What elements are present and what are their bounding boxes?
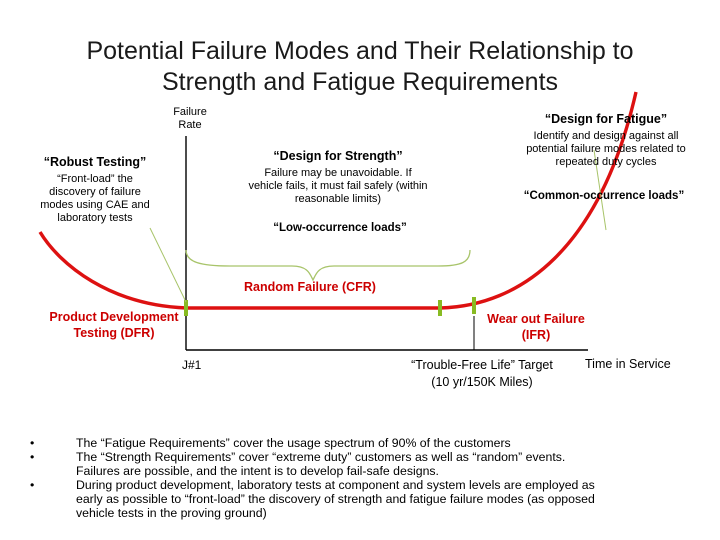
trouble-free-life-label <box>382 357 582 391</box>
bullet-2-line-1: The “Strength Requirements” cover “extreme duty” customers as well as “random” events. <box>76 450 566 464</box>
robust-testing-desc-line: discovery of failure <box>49 186 141 198</box>
product-development-line-2: Testing (DFR) <box>73 326 155 340</box>
design-for-fatigue-box <box>508 112 704 169</box>
robust-testing-heading: “Robust Testing” <box>43 155 147 169</box>
product-development-label <box>34 309 194 341</box>
title-line-2: Strength and Fatigue Requirements <box>161 68 559 96</box>
low-occurrence-loads-label: “Low-occurrence loads” <box>273 222 407 234</box>
fatigue-desc-line: potential failure modes related to <box>526 143 686 155</box>
robust-testing-box <box>22 155 168 225</box>
strength-desc-line: vehicle fails, it must fail safely (within <box>248 180 428 192</box>
bullet-3-line-2: early as possible to “front-load” the discovery of strength and fatigue failure modes (as opposed <box>76 492 595 506</box>
common-occurrence-loads-label: “Common-occurrence loads” <box>523 190 685 202</box>
robust-testing-desc-line: laboratory tests <box>57 212 133 224</box>
y-axis-label-line-1: Failure <box>173 106 207 118</box>
design-for-fatigue-description <box>508 130 704 169</box>
robust-testing-callout-line <box>150 228 186 302</box>
y-axis-label-line-2: Rate <box>178 119 202 131</box>
design-for-strength-heading: “Design for Strength” <box>273 149 403 163</box>
random-failure-bracket <box>186 250 470 280</box>
fatigue-desc-line: Identify and design against all <box>533 130 679 142</box>
bullet-item <box>28 436 698 450</box>
bullet-item <box>28 450 698 478</box>
design-for-strength-box <box>232 149 444 206</box>
trouble-free-line-2: (10 yr/150K Miles) <box>431 375 533 389</box>
fatigue-desc-line: repeated duty cycles <box>555 156 657 168</box>
trouble-free-line-1: “Trouble-Free Life” Target <box>411 358 553 372</box>
robust-testing-desc-line: modes using CAE and <box>40 199 150 211</box>
y-axis-label <box>160 106 220 132</box>
bullet-dot-icon: • <box>30 478 35 492</box>
strength-desc-line: Failure may be unavoidable. If <box>264 167 412 179</box>
design-for-strength-description <box>232 167 444 206</box>
j1-label: J#1 <box>182 358 202 372</box>
title-line-1: Potential Failure Modes and Their Relationship to <box>86 37 634 65</box>
x-axis-label: Time in Service <box>585 357 671 371</box>
bullet-2-line-2: Failures are possible, and the intent is to develop fail-safe designs. <box>76 464 439 478</box>
robust-testing-description <box>22 173 168 225</box>
wear-out-line-1: Wear out Failure <box>487 312 585 326</box>
bullet-list <box>28 436 698 520</box>
wear-out-line-2: (IFR) <box>521 328 551 342</box>
random-failure-label: Random Failure (CFR) <box>244 280 376 294</box>
bullet-1-line-1: The “Fatigue Requirements” cover the usage spectrum of 90% of the customers <box>76 436 511 450</box>
strength-desc-line: reasonable limits) <box>294 193 382 205</box>
bullet-3-line-3: vehicle tests in the proving ground) <box>76 506 267 520</box>
wear-out-failure-label <box>470 311 602 343</box>
bullet-3-line-1: During product development, laboratory tests at component and system levels are employed as <box>76 478 595 492</box>
bullet-dot-icon: • <box>30 450 35 464</box>
robust-testing-desc-line: “Front-load” the <box>57 173 133 185</box>
bullet-item <box>28 478 698 520</box>
product-development-line-1: Product Development <box>49 310 179 324</box>
bullet-dot-icon: • <box>30 436 35 450</box>
design-for-fatigue-heading: “Design for Fatigue” <box>544 112 668 126</box>
